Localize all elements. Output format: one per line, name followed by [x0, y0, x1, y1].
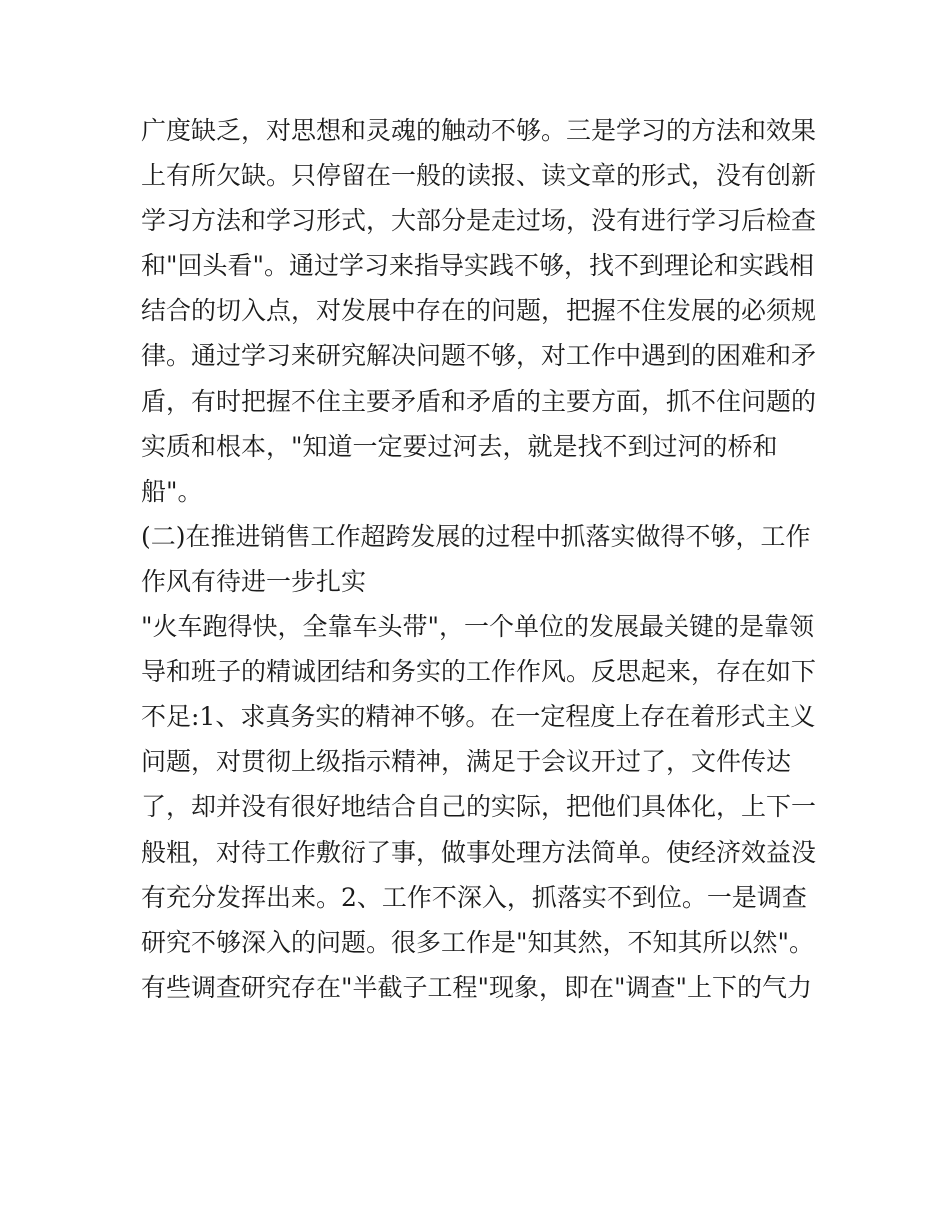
- text-line: 律。通过学习来研究解决问题不够，对工作中遇到的困难和矛: [141, 341, 817, 371]
- text-line: 结合的切入点，对发展中存在的问题，把握不住发展的必须规: [141, 296, 817, 326]
- text-line: 船"。: [141, 476, 203, 506]
- text-line: 问题，对贯彻上级指示精神，满足于会议开过了，文件传达: [141, 747, 792, 777]
- text-line: 有充分发挥出来。2、工作不深入，抓落实不到位。一是调查: [141, 882, 807, 912]
- text-line: 般粗，对待工作敷衍了事，做事处理方法简单。使经济效益没: [141, 837, 817, 867]
- text-line: 学习方法和学习形式，大部分是走过场，没有进行学习后检查: [141, 206, 817, 236]
- text-line: 导和班子的精诚团结和务实的工作作风。反思起来，存在如下: [141, 657, 817, 687]
- text-line: 上有所欠缺。只停留在一般的读报、读文章的形式，没有创新: [141, 161, 817, 191]
- text-line: 了，却并没有很好地结合自己的实际，把他们具体化，上下一: [141, 792, 817, 822]
- body-text: [141, 108, 821, 1010]
- text-line: 不足:1、求真务实的精神不够。在一定程度上存在着形式主义: [141, 702, 816, 732]
- section-heading-line: 作风有待进一步扎实: [141, 566, 367, 596]
- text-line: 有些调查研究存在"半截子工程"现象，即在"调查"上下的气力: [141, 972, 812, 1002]
- section-heading-line: (二)在推进销售工作超跨发展的过程中抓落实做得不够，工作: [141, 521, 811, 551]
- text-line: "火车跑得快，全靠车头带"，一个单位的发展最关键的是靠领: [141, 612, 815, 642]
- text-line: 盾，有时把握不住主要矛盾和矛盾的主要方面，抓不住问题的: [141, 386, 817, 416]
- text-line: 和"回头看"。通过学习来指导实践不够，找不到理论和实践相: [141, 251, 815, 281]
- text-line: 研究不够深入的问题。很多工作是"知其然，不知其所以然"。: [141, 927, 815, 957]
- text-line: 实质和根本，"知道一定要过河去，就是找不到过河的桥和: [141, 431, 778, 461]
- text-line: 广度缺乏，对思想和灵魂的触动不够。三是学习的方法和效果: [141, 116, 817, 145]
